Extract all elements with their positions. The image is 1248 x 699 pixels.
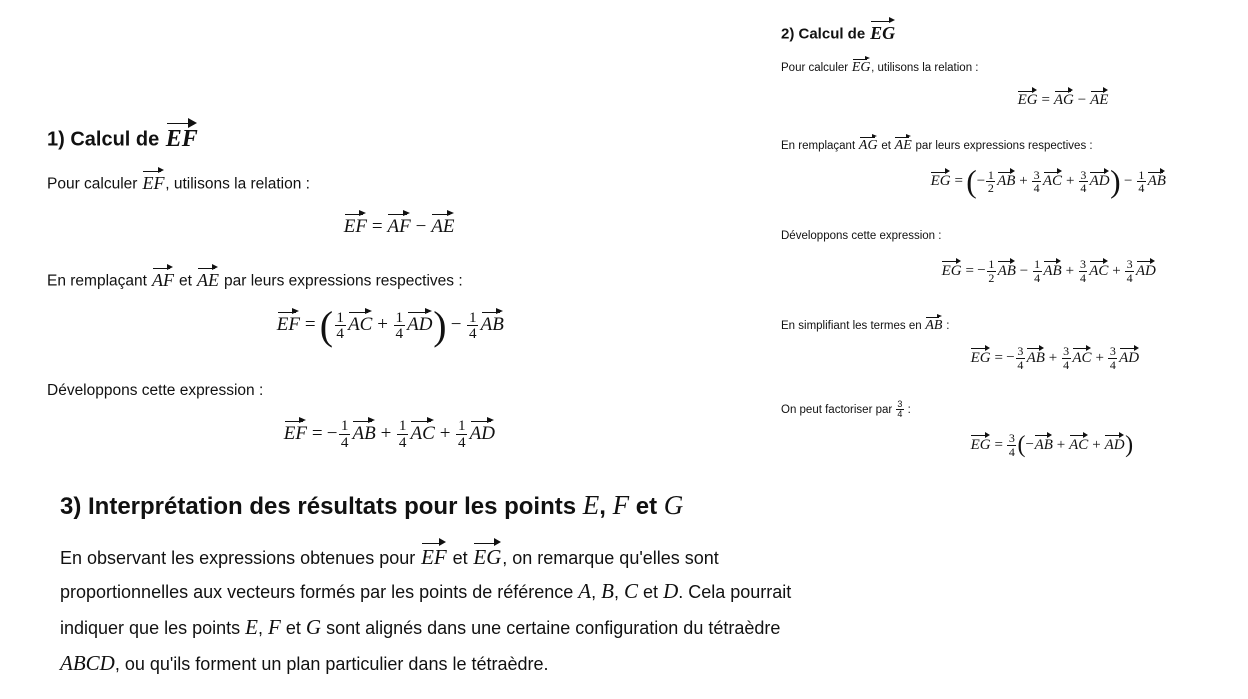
vector-ef: EF	[143, 170, 165, 194]
section1-eq-developed: EF = − $\frac{1}{4}$ AB + $\frac{1}{4}$ AC + $\frac{1}{4}$ AD	[283, 417, 495, 451]
section3-line-4: ABCD, ou qu'ils forment un plan particulier dans le tétraèdre.	[60, 651, 549, 675]
section1-relation: EF = AF − AE	[343, 213, 455, 238]
section3-heading: 3) Interprétation des résultats pour les points E, F et G	[60, 490, 684, 520]
section2-develop-label: Développons cette expression :	[781, 230, 942, 242]
section2-eq-factored: EG = $\frac{3}{4}$ (−AB + AC + AD)	[970, 431, 1134, 459]
section1-heading: 1) Calcul de EF	[47, 122, 199, 153]
section1-develop-label: Développons cette expression :	[47, 382, 264, 399]
section1-eq-substitute: EF = ( $\frac{1}{4}$ AC + $\frac{1}{4}$ AD) − $\frac{1}{4}$ AB	[276, 303, 504, 348]
section1-intro: Pour calculer EF, utilisons la relation :	[47, 170, 310, 194]
section1-replace-text: En remplaçant AF et AE par leurs expressions respectives :	[47, 267, 463, 291]
section2-simplify-text: En simplifiant les termes en AB :	[781, 316, 949, 334]
vector-ef: EF	[166, 122, 198, 153]
section2-intro: Pour calculer EG, utilisons la relation :	[781, 58, 978, 76]
section2-eq-simplified: EG = − $\frac{3}{4}$ AB + $\frac{3}{4}$ AC + $\frac{3}{4}$ AD	[970, 344, 1140, 372]
section3-line-3: indiquer que les points E, F et G sont alignés dans une certaine configuration du tétraèdre	[60, 615, 781, 639]
section2-replace-text: En remplaçant AG et AE par leurs expressions respectives :	[781, 136, 1093, 154]
section2-eq-developed: EG = − $\frac{1}{2}$ AB − $\frac{1}{4}$ AB + $\frac{3}{4}$ AC + $\frac{3}{4}$ AD	[941, 257, 1156, 285]
section2-relation: EG = AG − AE	[1017, 90, 1109, 109]
section3-line-1: En observant les expressions obtenues pour EF et EG, on remarque qu'elles sont	[60, 542, 719, 570]
vector-eg: EG	[870, 20, 895, 44]
section3-line-2: proportionnelles aux vecteurs formés par les points de référence A, B, C et D. Cela pourrait	[60, 579, 792, 603]
section2-heading: 2) Calcul de EG	[781, 20, 896, 44]
section2-factor-text: On peut factoriser par $\frac{3}{4}$ :	[781, 399, 911, 420]
section2-eq-substitute: EG = (− $\frac{1}{2}$ AB + $\frac{3}{4}$ AC + $\frac{3}{4}$ AD) − $\frac{1}{4}$ AB	[930, 164, 1166, 199]
